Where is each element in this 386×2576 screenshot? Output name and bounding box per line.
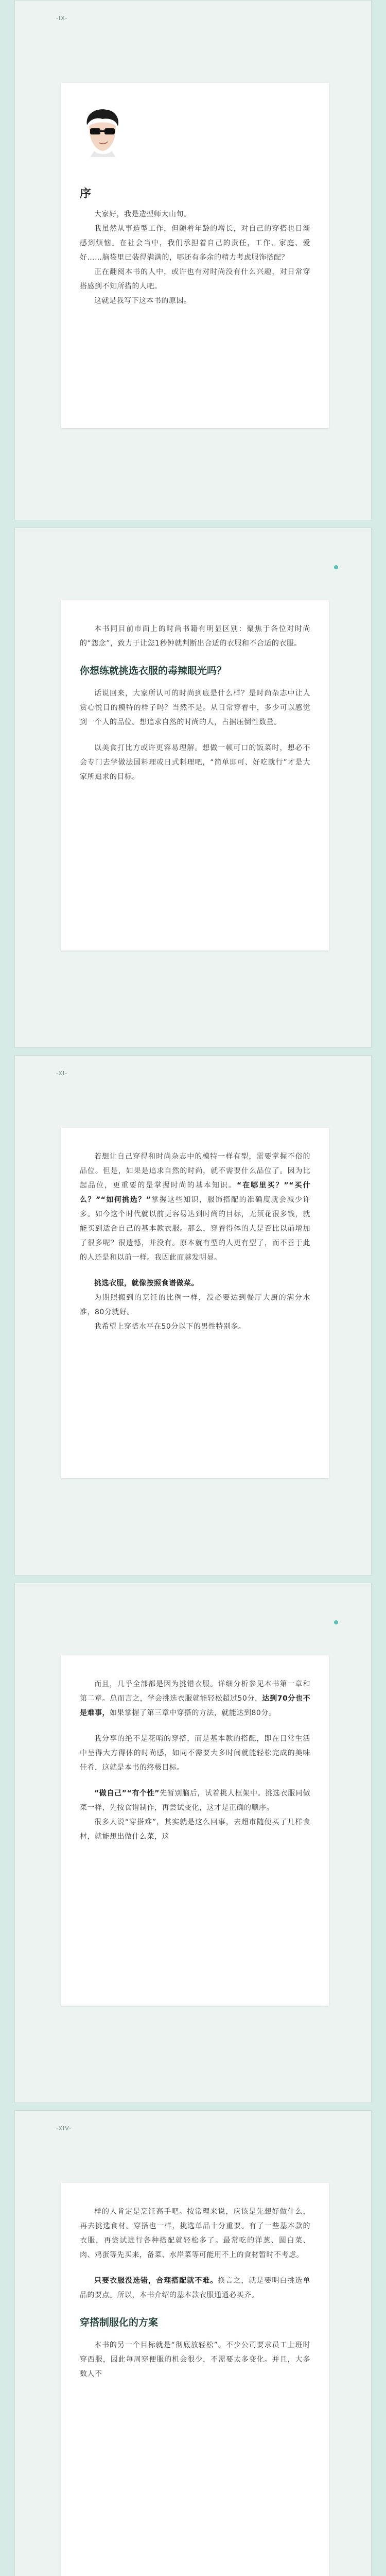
paragraph: 本书的另一个目标就是“彻底放轻松”。不少公司要求员工上班时穿西服，因此每周穿便服的机会很少，不需要太多变化。并且，大多数人不 (80, 2341, 310, 2378)
section-heading: 你想练就挑选衣服的毒辣眼光吗？ (80, 665, 227, 676)
folio: -IX- (56, 15, 68, 22)
intro-paragraph: 本书同目前市面上的时尚书籍有明显区别：聚焦于各位对时尚的“怨念”，致力于让您1秒钟就判断出合适的衣服和不合适的衣服。 (80, 625, 310, 648)
emphasis-text: 只要衣服没选错，合理搭配就不难。 (94, 2277, 218, 2285)
paragraph: 很多人说“穿搭难”，其实就是这么回事，去超市随便买了几样食材，就能想出做什么菜，这 (80, 1818, 310, 1841)
paragraph: 大家好，我是造型师大山旬。 (94, 210, 191, 218)
author-avatar (80, 106, 123, 157)
page-paper (61, 1655, 329, 2006)
paragraph: 话说回来，大家所认可的时尚到底是什么样？是时尚杂志中让人赏心悦目的模特的样子吗？当然不是。从日常穿着中，多少可以感觉到一个人的品位。想追求自然的时尚的人，占据压倒性数量。 (80, 689, 310, 726)
paragraph: 正在翻阅本书的人中，或许也有对时尚没有什么兴趣，对日常穿搭感到不知所措的人吧。 (80, 268, 310, 291)
text-run: 若想让自己穿得和时尚杂志中的模特一样有型，需要掌握不俗的品位。但是，如果是追求自然的时尚，就不需要什么品位了。因为比起品位，更重要的是掌握时尚的基本知识。 (80, 1153, 310, 1190)
paragraph: 这就是我写下这本书的原因。 (94, 297, 191, 305)
page-paper (61, 600, 329, 951)
paragraph: 我分享的绝不是花哨的穿搭，而是基本款的搭配，即在日常生活中呈得大方得体的时尚感，如同不需要大多时间就能轻松完成的美味佳肴，这就是本书的终极目标。 (80, 1735, 310, 1772)
page-dot-marker (334, 565, 338, 569)
emphasis-text: “在哪里买？”“买什么？”“如何挑选？” (80, 1181, 310, 1204)
text-run: 而且，几乎全部都是因为挑错衣服。详细分析参见本书第一章和第二章。总而言之，学会挑选衣服就能轻松超过50分， (80, 1680, 310, 1703)
text-run: 换言之，就是要明白挑选单品的要点。所以，本书介绍的基本款衣服通通必买齐。 (80, 2277, 310, 2299)
page-paper (61, 1128, 329, 1478)
emphasis-text: “做自己”“有个性” (94, 1789, 160, 1798)
paragraph: 为期照搬到的烹饪的比例一样，没必要达到餐厅大厨的满分水准，80分就好。 (80, 1294, 310, 1316)
page-dot-marker (334, 1620, 338, 1624)
paragraph: 以美食打比方或许更容易理解。想做一顿可口的饭菜时，想必不会专门去学做法国料理或日式料理吧，“简单即可、好吃就行”才是大家所追求的目标。 (80, 744, 310, 781)
paragraph: 我希望上穿搭水平在50分以下的男性特别多。 (94, 1323, 246, 1331)
preface-title: 序 (80, 188, 92, 200)
paragraph (80, 2274, 310, 2302)
paragraph (80, 1677, 310, 1720)
text-run: 掌握这些知识，服饰搭配的准确度就会减少许多。如今这个时代就以前更容易达到时尚的目标，无须花很多钱，就能买到适合自己的基本款衣服。那么，穿着得体的人是否比以前增加了很多呢？很遗憾，并没有。原本就有型的人更有型了，而不善于此的人还是和以前一样。我因此而越发明显。 (80, 1196, 311, 1262)
page-spread-5 (14, 2110, 372, 2576)
page-spread-1 (14, 0, 372, 520)
text-run: 如果掌握了第三章中穿搭的方法，就能达到80分。 (110, 1709, 276, 1717)
page-paper (61, 83, 329, 428)
page-spread-3 (14, 1055, 372, 1575)
emphasis-text: 达到70分也不是难事， (80, 1694, 310, 1717)
page-paper (61, 2183, 329, 2576)
paragraph (80, 1149, 310, 1265)
section-heading: 穿搭制服化的方案 (80, 2317, 159, 2328)
page-spread-4 (14, 1583, 372, 2103)
text-run: 先暂别脑后，试着挑人框架中。挑选衣服同做菜一样，先按食谱制作，再尝试变化，这才是正确的顺序。 (80, 1789, 311, 1812)
page-spread-2 (14, 528, 372, 1048)
paragraph: 我虽然从事造型工作，但随着年龄的增长，对自己的穿搭也日渐感到烦恼。在社会当中，我们承担着自己的责任，工作、家庭、爱好……脑袋里已装得满满的，哪还有多余的精力考虑服饰搭配？ (80, 225, 310, 262)
folio: -XI- (56, 1070, 68, 1077)
folio: -XIV- (56, 2125, 72, 2132)
paragraph: 样的人肯定是烹饪高手吧。按常理来说，应该是先想好做什么，再去挑选食材。穿搭也一样，挑选单品十分重要。有了一些基本款的衣服，再尝试进行各种搭配就轻松多了。最常吃的洋葱、圆白菜、肉、鸡蛋等先买来，备菜、水岸菜等可能用不上的食材暂时不考虑。 (80, 2208, 310, 2259)
emphasis-paragraph: 挑选衣服，就像按照食谱做菜。 (94, 1279, 199, 1287)
paragraph (80, 1786, 310, 1815)
